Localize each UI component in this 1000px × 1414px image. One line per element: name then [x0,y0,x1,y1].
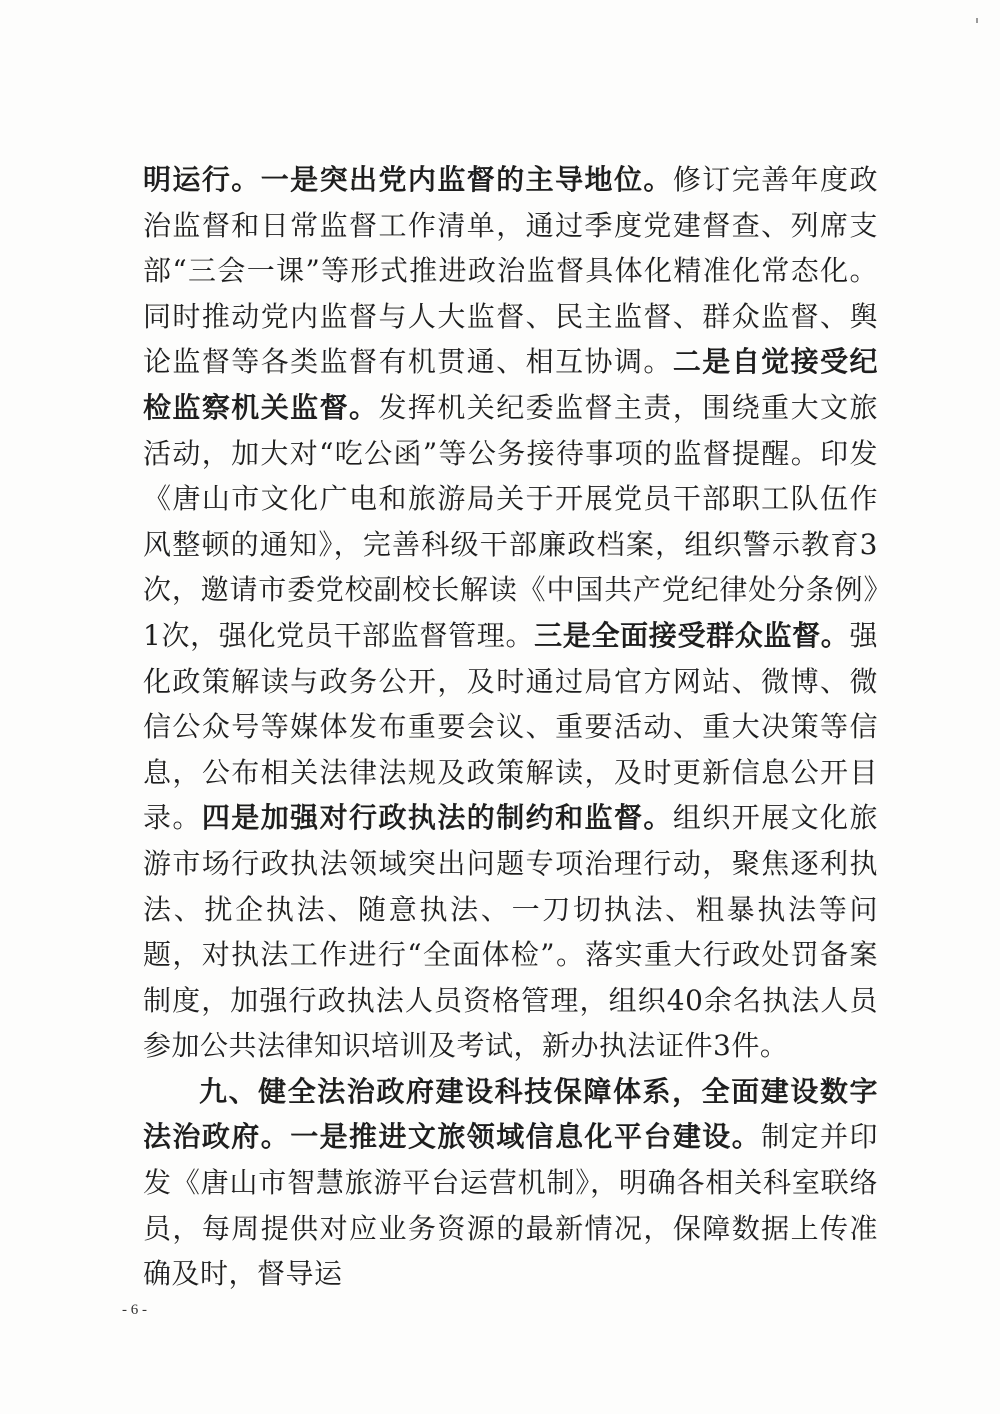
section-nine-heading: 九、健全法治政府建设科技保障体系，全面建设数字法治政府。 [143,1074,878,1154]
point-one-body: 修订完善年度政治监督和日常监督工作清单，通过季度党建督查、列席支部“三会一课”等形式推进政治监督具体化精准化常态化。同时推动党内监督与人大监督、民主监督、群众监督、舆论监督等各类监督有机贯通、相互协调。 [143,163,878,379]
body-text [143,157,878,1297]
paragraph-oversight [143,157,878,1069]
page-number: - 6 - [122,1302,147,1318]
point-three-body: 强化政策解读与政务公开，及时通过局官方网站、微博、微信公众号等媒体发布重要会议、重要活动、重大决策等信息，公布相关法律法规及政策解读，及时更新信息公开目录。 [143,618,878,835]
scan-speck [976,18,978,23]
heading-run-end: 明运行。 [143,163,261,196]
paragraph-section-nine [143,1069,878,1297]
section-nine-point-one-title: 一是推进文旅领域信息化平台建设。 [290,1120,762,1154]
section-nine-point-one-body: 制定并印发《唐山市智慧旅游平台运营机制》，明确各相关科室联络员，每周提供对应业务资源的最新情况，保障数据上传准确及时，督导运 [143,1120,878,1291]
point-one-title: 一是突出党内监督的主导地位。 [260,163,673,196]
point-four-title: 四是加强对行政执法的制约和监督。 [201,801,673,835]
point-three-title: 三是全面接受群众监督。 [534,618,850,652]
point-two-title: 二是自觉接受纪检监察机关监督。 [143,345,878,424]
point-two-body: 发挥机关纪委监督主责，围绕重大文旅活动，加大对“吃公函”等公务接待事项的监督提醒。印发《唐山市文化广电和旅游局关于开展党员干部职工队伍作风整顿的通知》，完善科级干部廉政档案，组织警示教育3次，邀请市委党校副校长解读《中国共产党纪律处分条例》1次，强化党员干部监督管理。 [143,390,878,652]
point-four-body: 组织开展文化旅游市场行政执法领域突出问题专项治理行动，聚焦逐利执法、扰企执法、随意执法、一刀切执法、粗暴执法等问题，对执法工作进行“全面体检”。落实重大行政处罚备案制度，加强行政执法人员资格管理，组织40余名执法人员参加公共法律知识培训及考试，新办执法证件3件。 [143,801,878,1063]
